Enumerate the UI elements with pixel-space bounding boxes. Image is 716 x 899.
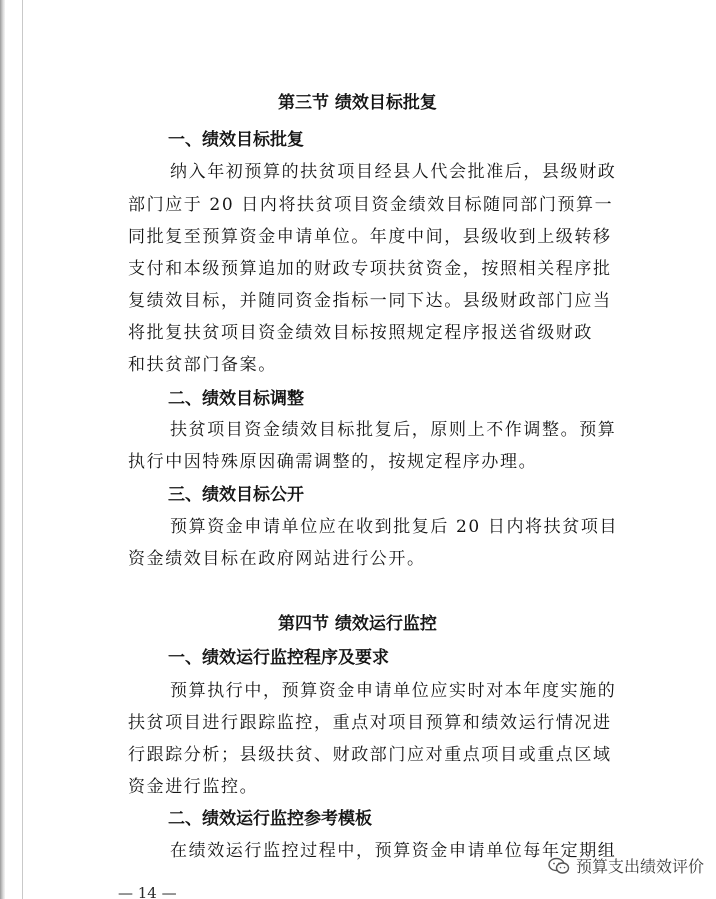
paragraph-line: 扶贫项目资金绩效目标批复后，原则上不作调整。预算	[170, 420, 617, 440]
page-edge	[22, 0, 23, 899]
paragraph-line: 同批复至预算资金申请单位。年度中间，县级收到上级转移	[128, 227, 612, 247]
subheading: 二、绩效目标调整	[168, 389, 304, 409]
section-title: 第四节 绩效运行监控	[278, 614, 437, 634]
paragraph-line: 资金进行监控。	[128, 777, 259, 797]
section-title: 第三节 绩效目标批复	[278, 93, 437, 113]
paragraph-line: 支付和本级预算追加的财政专项扶贫资金，按照相关程序批	[128, 259, 612, 279]
paragraph-line: 和扶贫部门备案。	[128, 355, 277, 375]
subheading: 三、绩效目标公开	[168, 485, 304, 505]
paragraph-line: 资金绩效目标在政府网站进行公开。	[128, 549, 426, 569]
paragraph-line: 行跟踪分析；县级扶贫、财政部门应对重点项目或重点区域	[128, 745, 612, 765]
paragraph-line: 部门应于 20 日内将扶贫项目资金绩效目标随同部门预算一	[128, 195, 614, 215]
paragraph-line: 纳入年初预算的扶贫项目经县人代会批准后，县级财政	[170, 162, 617, 182]
wechat-icon	[548, 857, 570, 875]
paragraph-line: 预算执行中，预算资金申请单位应实时对本年度实施的	[170, 681, 617, 701]
watermark	[548, 854, 704, 877]
subheading: 二、绩效运行监控参考模板	[168, 809, 372, 829]
paragraph-line: 复绩效目标，并随同资金指标一同下达。县级财政部门应当	[128, 291, 612, 311]
paragraph-line: 将批复扶贫项目资金绩效目标按照规定程序报送省级财政	[128, 323, 593, 343]
paragraph-line: 预算资金申请单位应在收到批复后 20 日内将扶贫项目	[170, 517, 619, 537]
subheading: 一、绩效运行监控程序及要求	[168, 648, 389, 668]
paragraph-line: 执行中因特殊原因确需调整的，按规定程序办理。	[128, 452, 538, 472]
page-number: — 14 —	[118, 884, 177, 899]
paragraph-line: 扶贫项目进行跟踪监控，重点对项目预算和绩效运行情况进	[128, 713, 612, 733]
subheading: 一、绩效目标批复	[168, 130, 304, 150]
watermark-text: 预算支出绩效评价	[575, 857, 704, 876]
page-shadow	[0, 0, 5, 899]
paragraph-line: 在绩效运行监控过程中，预算资金申请单位每年定期组	[170, 841, 617, 861]
